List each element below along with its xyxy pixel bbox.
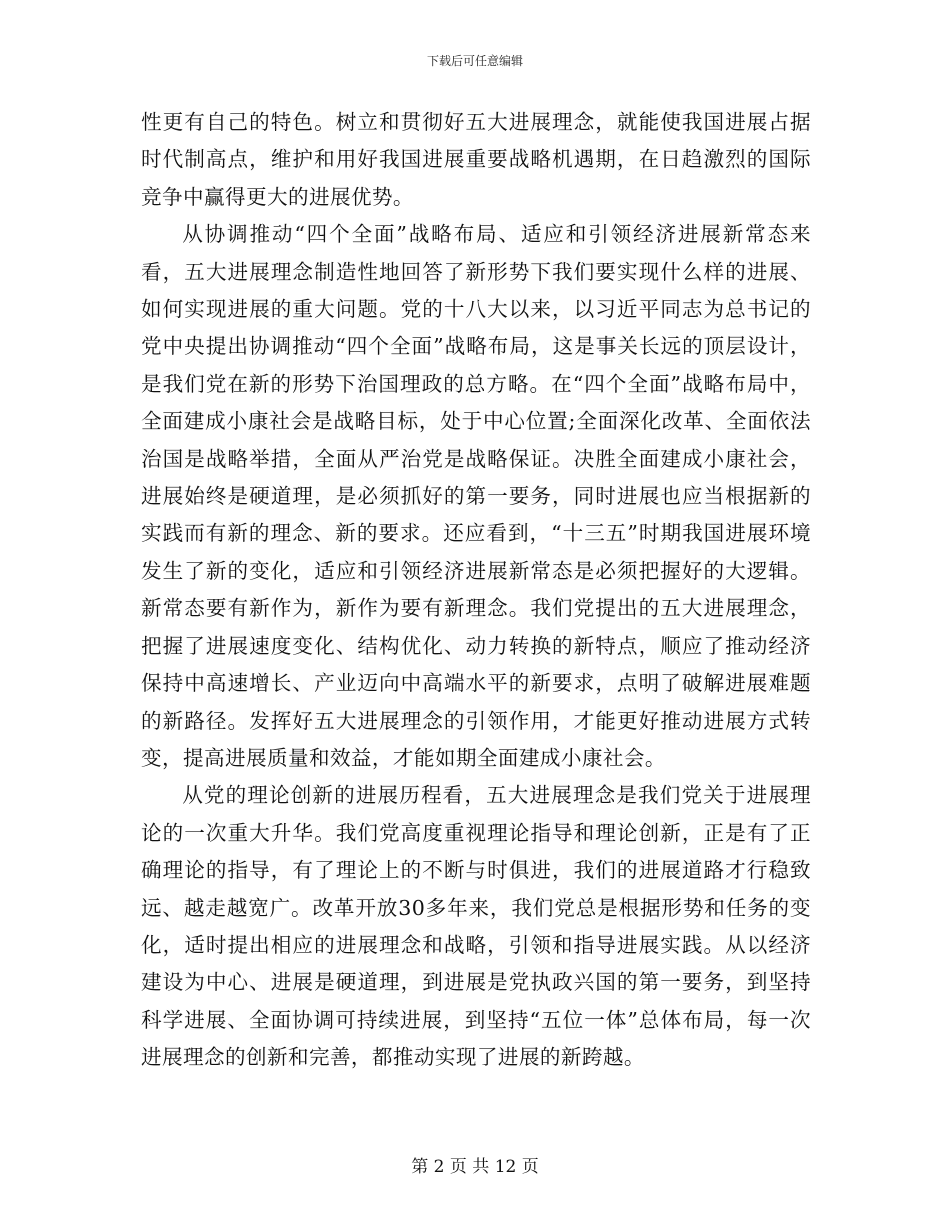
page-footer xyxy=(0,1152,950,1177)
paragraph-1: 性更有自己的特色。树立和贯彻好五大进展理念，就能使我国进展占据时代制高点，维护和用好我国进展重要战略机遇期，在日趋激烈的国际竞争中赢得更大的进展优势。 xyxy=(141,110,811,209)
paragraph-3: 从党的理论创新的进展历程看，五大进展理念是我们党关于进展理论的一次重大升华。我们党高度重视理论指导和理论创新，正是有了正确理论的指导，有了理论上的不断与时俱进，我们的进展道路才行稳致远、越走越宽广。改革开放30多年来，我们党总是根据形势和任务的变化，适时提出相应的进展理念和战略，引领和指导进展实践。从以经济建设为中心、进展是硬道理，到进展是党执政兴国的第一要务，到坚持科学进展、全面协调可持续进展，到坚持“五位一体”总体布局，每一次进展理念的创新和完善，都推动实现了进展的新跨越。 xyxy=(141,783,811,1070)
page-number: 第 2 页 共 12 页 xyxy=(411,1157,539,1177)
page-header: 下载后可任意编辑 xyxy=(426,54,523,68)
paragraph-2: 从协调推动“四个全面”战略布局、适应和引领经济进展新常态来看，五大进展理念制造性地回答了新形势下我们要实现什么样的进展、如何实现进展的重大问题。党的十八大以来，以习近平同志为总书记的党中央提出协调推动“四个全面”战略布局，这是事关长远的顶层设计，是我们党在新的形势下治国理政的总方略。在“四个全面”战略布局中，全面建成小康社会是战略目标，处于中心位置;全面深化改革、全面依法治国是战略举措，全面从严治党是战略保证。决胜全面建成小康社会，进展始终是硬道理，是必须抓好的第一要务，同时进展也应当根据新的实践而有新的理念、新的要求。还应看到，“十三五”时期我国进展环境发生了新的变化，适应和引领经济进展新常态是必须把握好的大逻辑。新常态要有新作为，新作为要有新理念。我们党提出的五大进展理念，把握了进展速度变化、结构优化、动力转换的新特点，顺应了推动经济保持中高速增长、产业迈向中高端水平的新要求，点明了破解进展难题的新路径。发挥好五大进展理念的引领作用，才能更好推动进展方式转变，提高进展质量和效益，才能如期全面建成小康社会。 xyxy=(141,222,811,770)
document-body xyxy=(141,104,811,1077)
